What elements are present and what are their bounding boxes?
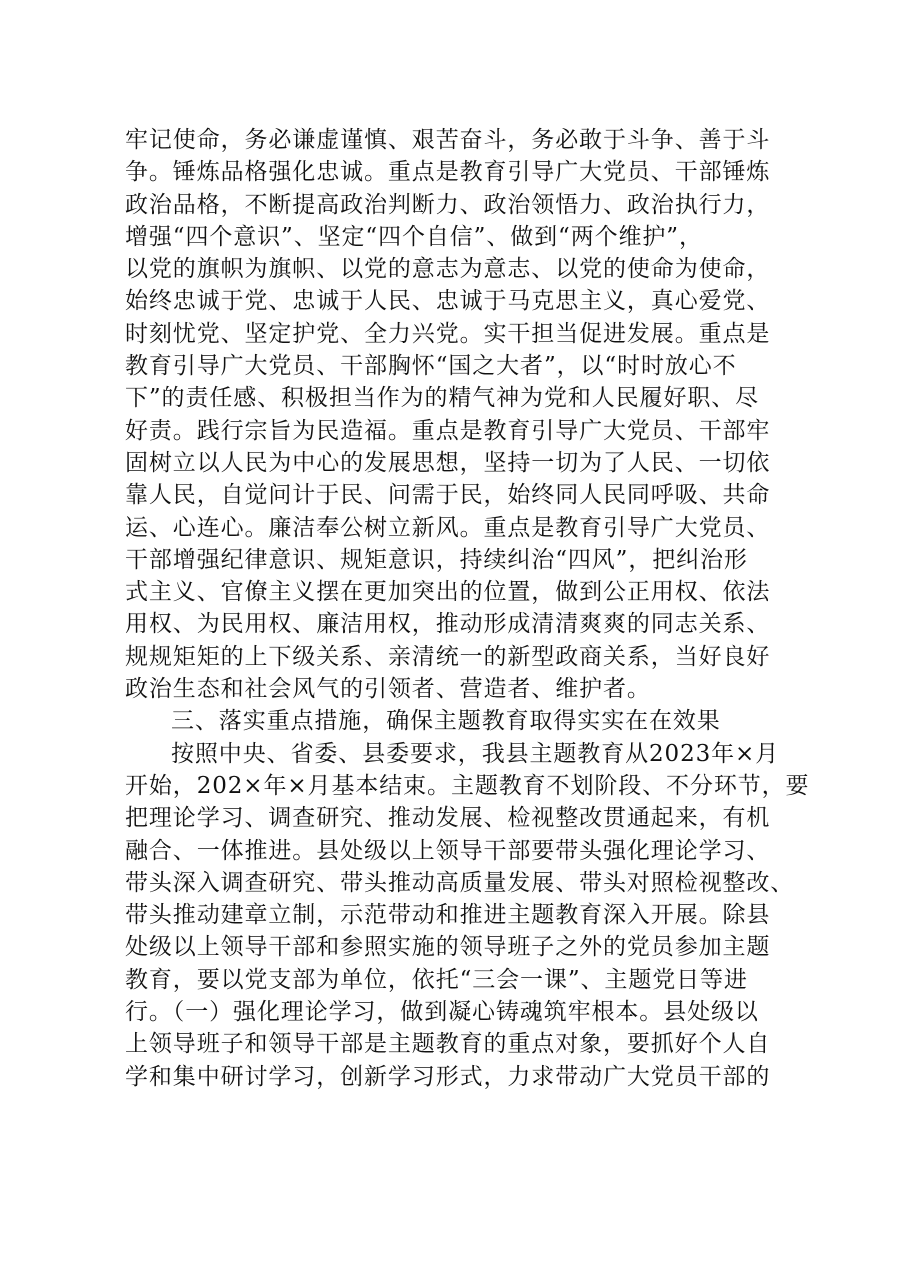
text-line: 处级以上领导干部和参照实施的领导班子之外的党员参加主题 [125,934,771,961]
text-line: 教育，要以党支部为单位，依托“三会一课”、主题党日等进 [125,966,748,993]
text-line: 以党的旗帜为旗帜、以党的意志为意志、以党的使命为使命， [125,256,771,283]
text-line: 开始，202×年×月基本结束。主题教育不划阶段、不分环节，要 [125,772,810,799]
text-line: 带头推动建章立制，示范带动和推进主题教育深入开展。除县 [125,902,771,929]
text-line: 政治品格，不断提高政治判断力、政治领悟力、政治执行力， [125,191,771,218]
text-line: 牢记使命，务必谦虚谨慎、艰苦奋斗，务必敢于斗争、善于斗 [125,127,771,153]
text-line: 始终忠诚于党、忠诚于人民、忠诚于马克思主义，真心爱党、 [125,288,771,315]
text-line: 好责。践行宗旨为民造福。重点是教育引导广大党员、干部牢 [125,417,771,444]
text-line: 增强“四个意识”、坚定“四个自信”、做到“两个维护”， [125,223,703,250]
paragraph-first-line: 按照中央、省委、县委要求，我县主题教育从2023年×月 [171,740,780,767]
text-line: 规规矩矩的上下级关系、亲清统一的新型政商关系，当好良好 [125,643,771,670]
text-line: 时刻忧党、坚定护党、全力兴党。实干担当促进发展。重点是 [125,320,771,347]
text-line: 用权、为民用权、廉洁用权，推动形成清清爽爽的同志关系、 [125,611,771,638]
text-line: 教育引导广大党员、干部胸怀“国之大者”，以“时时放心不 [125,353,737,380]
document-body [125,124,825,1093]
text-line: 政治生态和社会风气的引领者、营造者、维护者。 [125,676,651,703]
text-line: 上领导班子和领导干部是主题教育的重点对象，要抓好个人自 [125,1031,771,1058]
text-line: 运、心连心。廉洁奉公树立新风。重点是教育引导广大党员、 [125,514,771,541]
text-line: 固树立以人民为中心的发展思想，坚持一切为了人民、一切依 [125,449,771,476]
text-line: 行。（一）强化理论学习，做到凝心铸魂筑牢根本。县处级以 [125,999,759,1026]
text-line: 下”的责任感、积极担当作为的精气神为党和人民履好职、尽 [125,385,760,412]
text-line: 式主义、官僚主义摆在更加突出的位置，做到公正用权、依法 [125,579,771,606]
text-line: 把理论学习、调查研究、推动发展、检视整改贯通起来，有机 [125,805,771,832]
section-heading: 三、落实重点措施，确保主题教育取得实实在在效果 [171,708,721,735]
text-line: 学和集中研讨学习，创新学习形式，力求带动广大党员干部的 [125,1063,771,1090]
text-line: 干部增强纪律意识、规矩意识，持续纠治“四风”，把纠治形 [125,546,748,573]
text-line: 靠人民，自觉问计于民、问需于民，始终同人民同呼吸、共命 [125,482,771,509]
text-line: 融合、一体推进。县处级以上领导干部要带头强化理论学习、 [125,837,771,864]
text-line: 争。锤炼品格强化忠诚。重点是教育引导广大党员、干部锤炼 [125,159,771,186]
text-line: 带头深入调查研究、带头推动高质量发展、带头对照检视整改、 [125,869,795,896]
